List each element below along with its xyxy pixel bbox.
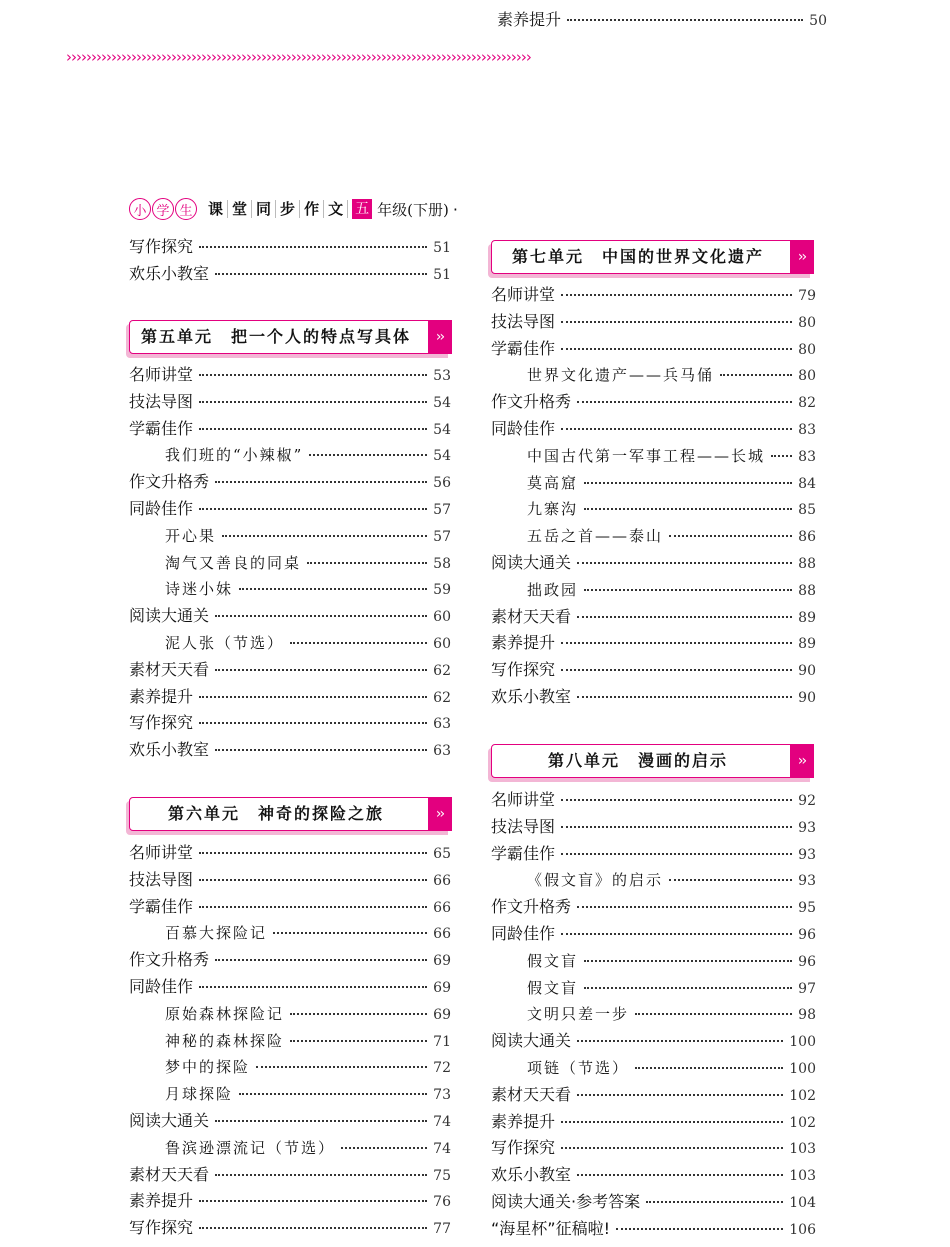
dot-leader <box>584 482 792 484</box>
toc-subentry <box>165 921 451 945</box>
entry-title: “海星杯”征稿啦! <box>491 1218 610 1238</box>
dot-leader <box>290 1040 427 1042</box>
dot-leader <box>561 294 792 296</box>
toc-entry <box>491 631 816 655</box>
double-chevron-icon: ›› <box>790 240 814 274</box>
dot-leader <box>577 906 792 908</box>
page-number: 60 <box>433 636 451 652</box>
toc-subentry <box>165 1029 451 1053</box>
toc-entry <box>129 1216 451 1240</box>
page-number: 69 <box>433 1006 451 1023</box>
toc-entry <box>129 711 451 735</box>
unit-title: 第五单元 把一个人的特点写具体 <box>140 327 411 346</box>
toc-subentry <box>527 949 816 973</box>
dot-leader <box>199 508 427 510</box>
page-number: 65 <box>433 846 451 862</box>
entry-title: 阅读大通关·参考答案 <box>491 1192 641 1211</box>
dot-leader <box>215 273 427 275</box>
toc-entry <box>129 235 451 259</box>
toc-entry <box>491 788 816 812</box>
page-number: 92 <box>798 793 816 809</box>
entry-title: 同龄佳作 <box>129 499 194 518</box>
page-number: 75 <box>433 1167 451 1184</box>
page-number: 50 <box>809 13 827 29</box>
toc-entry <box>129 1163 451 1187</box>
entry-title: 技法导图 <box>491 311 556 331</box>
page-number: 74 <box>433 1114 451 1130</box>
toc-entry <box>491 417 816 441</box>
dot-leader <box>215 1174 427 1176</box>
dot-leader <box>577 696 792 698</box>
dot-leader <box>567 19 803 21</box>
dot-leader <box>222 535 427 537</box>
page-number: 71 <box>433 1033 451 1050</box>
entry-title: 写作探究 <box>491 660 556 680</box>
dot-leader <box>561 799 792 801</box>
page-number: 93 <box>798 873 816 890</box>
page-number: 97 <box>798 980 816 997</box>
dot-leader <box>199 722 427 724</box>
dot-leader <box>215 481 427 483</box>
entry-title: 中国古代第一军事工程——长城 <box>527 446 766 465</box>
dot-leader <box>290 1013 427 1015</box>
entry-title: 月球探险 <box>165 1085 234 1104</box>
dot-leader <box>577 562 792 564</box>
toc-entry <box>491 1083 816 1107</box>
dot-leader <box>561 321 792 323</box>
dot-leader <box>273 932 427 934</box>
entry-title: 淘气又善良的同桌 <box>165 553 302 572</box>
unit-title: 第七单元 中国的世界文化遗产 <box>511 247 764 266</box>
page-number: 54 <box>433 394 451 411</box>
double-chevron-icon: ›› <box>790 744 814 778</box>
toc-subentry <box>165 443 451 467</box>
page-number: 59 <box>433 582 451 599</box>
brand-char: 文 <box>324 200 348 218</box>
entry-title: 我们班的“小辣椒” <box>165 446 304 465</box>
dot-leader <box>199 374 427 376</box>
dot-leader <box>239 1093 427 1095</box>
page-number: 66 <box>433 926 451 943</box>
entry-title: 开心果 <box>165 526 217 545</box>
page-number: 86 <box>798 529 816 546</box>
entry-title: 欢乐小教室 <box>129 263 210 283</box>
dot-leader <box>199 696 427 698</box>
page-number: 90 <box>798 690 816 706</box>
entry-title: 素养提升 <box>491 633 556 653</box>
page-number: 76 <box>433 1194 451 1211</box>
dot-leader <box>215 615 427 617</box>
book-series-header <box>129 196 458 222</box>
page-number: 51 <box>433 240 451 256</box>
unit-title: 第六单元 神奇的探险之旅 <box>167 804 384 823</box>
entry-title: 素材天天看 <box>491 606 572 626</box>
dot-leader <box>669 535 792 537</box>
entry-title: 同龄佳作 <box>491 419 556 438</box>
toc-entry <box>491 658 816 682</box>
dot-leader <box>309 454 427 456</box>
page-number: 89 <box>798 609 816 626</box>
toc-subentry <box>165 631 451 655</box>
toc-subentry <box>165 524 451 548</box>
entry-title: 阅读大通关 <box>129 606 210 626</box>
decorative-chevron-divider: ››››››››››››››››››››››››››››››››››››››››››››››››››››››››››››››››››››››››››››››››››››››››››››› <box>66 48 531 66</box>
dot-leader <box>577 1094 783 1096</box>
entry-title: 五岳之首——泰山 <box>527 527 664 546</box>
dot-leader <box>561 1147 783 1149</box>
page-number: 74 <box>433 1140 451 1157</box>
entry-title: 欢乐小教室 <box>129 740 210 760</box>
entry-title: 梦中的探险 <box>165 1058 251 1077</box>
toc-entry <box>491 551 816 575</box>
page-number: 100 <box>789 1034 816 1051</box>
brand-char: 同 <box>252 200 276 218</box>
page-number: 89 <box>798 636 816 653</box>
page-number: 51 <box>433 266 451 283</box>
entry-title: 假文盲 <box>527 978 579 997</box>
page-number: 58 <box>433 555 451 572</box>
toc-entry <box>491 605 816 629</box>
toc-subentry <box>527 578 816 602</box>
toc-subentry <box>165 1082 451 1106</box>
entry-title: 欢乐小教室 <box>491 687 572 706</box>
toc-entry <box>491 337 816 361</box>
page-number: 90 <box>798 663 816 680</box>
entry-title: 学霸佳作 <box>129 418 194 438</box>
toc-subentry <box>165 1136 451 1160</box>
dot-leader <box>584 508 792 510</box>
page-number: 79 <box>798 288 816 304</box>
entry-title: 名师讲堂 <box>491 790 556 809</box>
page-number: 96 <box>798 953 816 970</box>
dot-leader <box>215 959 427 961</box>
page-number: 80 <box>798 368 816 385</box>
entry-title: 神秘的森林探险 <box>165 1031 285 1050</box>
page-number: 63 <box>433 716 451 733</box>
page-number: 100 <box>789 1061 816 1077</box>
toc-entry <box>129 363 451 387</box>
toc-entry <box>129 470 451 494</box>
dot-leader <box>584 960 792 962</box>
page-number: 102 <box>789 1114 816 1131</box>
toc-entry <box>491 283 816 307</box>
unit-7-banner <box>491 240 813 274</box>
entry-title: 同龄佳作 <box>491 924 556 943</box>
toc-subentry <box>165 551 451 575</box>
toc-entry <box>497 8 827 32</box>
dot-leader <box>199 906 427 908</box>
dot-leader <box>561 669 792 671</box>
unit-title: 第八单元 漫画的启示 <box>547 751 728 770</box>
toc-entry <box>129 975 451 999</box>
dot-leader <box>561 1121 783 1123</box>
dot-leader <box>199 879 427 881</box>
entry-title: 技法导图 <box>129 869 194 889</box>
page-number: 66 <box>433 899 451 916</box>
entry-title: 素养提升 <box>497 10 562 29</box>
entry-title: 诗迷小妹 <box>165 580 234 599</box>
brand-char: 步 <box>276 200 300 218</box>
page-number: 93 <box>798 846 816 863</box>
toc-entry <box>129 841 451 865</box>
dot-leader <box>771 455 792 457</box>
page-number: 104 <box>789 1195 816 1211</box>
page-number: 73 <box>433 1087 451 1104</box>
toc-entry <box>491 1110 816 1134</box>
dot-leader <box>199 246 427 248</box>
brand-char: 课 <box>204 200 228 218</box>
toc-subentry <box>527 471 816 495</box>
page-number: 69 <box>433 980 451 996</box>
toc-entry <box>491 922 816 946</box>
page-number: 102 <box>789 1087 816 1104</box>
entry-title: 文明只差一步 <box>527 1005 630 1024</box>
toc-entry <box>129 604 451 628</box>
toc-entry <box>491 1190 816 1214</box>
entry-title: 素材天天看 <box>129 1164 210 1184</box>
toc-subentry <box>527 976 816 1000</box>
entry-title: 写作探究 <box>129 237 194 256</box>
page-number: 69 <box>433 953 451 970</box>
entry-title: 莫高窟 <box>527 473 579 492</box>
toc-subentry <box>165 1055 451 1079</box>
entry-title: 拙政园 <box>527 580 579 599</box>
entry-title: 同龄佳作 <box>129 977 194 996</box>
dot-leader <box>577 1174 783 1176</box>
unit-8-banner <box>491 744 813 778</box>
page-number: 62 <box>433 689 451 706</box>
page-number: 84 <box>798 475 816 492</box>
entry-title: 项链（节选） <box>527 1059 630 1077</box>
header-dot: · <box>452 199 458 219</box>
toc-subentry <box>165 1002 451 1026</box>
page-number: 56 <box>433 475 451 492</box>
dot-leader <box>577 616 792 618</box>
dot-leader <box>561 933 792 935</box>
entry-title: 素养提升 <box>129 686 194 706</box>
dot-leader <box>584 987 792 989</box>
entry-title: 作文升格秀 <box>491 392 572 412</box>
unit-6-banner <box>129 797 451 831</box>
page-number: 80 <box>798 341 816 358</box>
toc-subentry <box>527 497 816 521</box>
dot-leader <box>561 642 792 644</box>
page-number: 98 <box>798 1007 816 1024</box>
dot-leader <box>290 642 427 644</box>
entry-title: 欢乐小教室 <box>491 1165 572 1185</box>
toc-entry <box>129 1109 451 1133</box>
entry-title: 素养提升 <box>491 1111 556 1131</box>
dot-leader <box>199 852 427 854</box>
page-number: 54 <box>433 448 451 465</box>
toc-subentry <box>527 1002 816 1026</box>
toc-entry <box>129 948 451 972</box>
page-number: 53 <box>433 368 451 384</box>
brand-circled-char: 小 <box>129 198 151 220</box>
toc-entry <box>129 658 451 682</box>
toc-entry <box>129 895 451 919</box>
entry-title: 写作探究 <box>491 1138 556 1158</box>
entry-title: 作文升格秀 <box>129 950 210 970</box>
dot-leader <box>635 1067 783 1069</box>
toc-entry <box>491 895 816 919</box>
entry-title: 九寨沟 <box>527 500 579 519</box>
dot-leader <box>561 853 792 855</box>
page-number: 57 <box>433 502 451 518</box>
toc-entry <box>491 1029 816 1053</box>
entry-title: 技法导图 <box>129 391 194 411</box>
page-number: 66 <box>433 872 451 889</box>
entry-title: 世界文化遗产——兵马俑 <box>527 366 715 385</box>
dot-leader <box>577 1040 783 1042</box>
page-number: 54 <box>433 421 451 438</box>
page-number: 82 <box>798 395 816 412</box>
dot-leader <box>341 1147 427 1149</box>
entry-title: 写作探究 <box>129 1218 194 1238</box>
entry-title: 技法导图 <box>491 816 556 836</box>
toc-entry <box>129 738 451 762</box>
page-number: 83 <box>798 422 816 438</box>
entry-title: 素材天天看 <box>129 659 210 679</box>
double-chevron-icon: ›› <box>428 797 452 831</box>
dot-leader <box>199 1227 427 1229</box>
entry-title: 作文升格秀 <box>491 897 572 917</box>
toc-entry <box>491 390 816 414</box>
dot-leader <box>215 1120 427 1122</box>
toc-subentry <box>527 363 816 387</box>
entry-title: 鲁滨逊漂流记（节选） <box>165 1138 336 1157</box>
entry-title: 名师讲堂 <box>491 285 556 304</box>
entry-title: 学霸佳作 <box>491 843 556 863</box>
entry-title: 阅读大通关 <box>129 1111 210 1130</box>
toc-entry <box>491 685 816 709</box>
page-number: 62 <box>433 662 451 679</box>
dot-leader <box>215 669 427 671</box>
page-number: 57 <box>433 528 451 545</box>
entry-title: 假文盲 <box>527 951 579 970</box>
dot-leader <box>646 1201 783 1203</box>
toc-entry <box>129 868 451 892</box>
entry-title: 名师讲堂 <box>129 843 194 862</box>
page-number: 88 <box>798 556 816 572</box>
page-number: 85 <box>798 502 816 519</box>
grade-volume-label: 年级(下册) <box>377 200 449 219</box>
dot-leader <box>616 1228 783 1230</box>
entry-title: 学霸佳作 <box>129 896 194 916</box>
page-number: 63 <box>433 743 451 760</box>
toc-entry <box>491 815 816 839</box>
toc-entry <box>129 417 451 441</box>
dot-leader <box>239 588 427 590</box>
page-number: 77 <box>433 1221 451 1238</box>
toc-entry <box>491 1163 816 1187</box>
entry-title: 《假文盲》的启示 <box>527 871 664 890</box>
entry-title: 名师讲堂 <box>129 365 194 384</box>
double-chevron-icon: ›› <box>428 320 452 354</box>
page-number: 103 <box>789 1141 816 1158</box>
toc-entry <box>491 310 816 334</box>
page-number: 72 <box>433 1060 451 1077</box>
dot-leader <box>199 401 427 403</box>
entry-title: 原始森林探险记 <box>165 1004 285 1023</box>
dot-leader <box>561 428 792 430</box>
entry-title: 阅读大通关 <box>491 553 572 572</box>
entry-title: 学霸佳作 <box>491 338 556 358</box>
toc-subentry <box>165 577 451 601</box>
page-number: 83 <box>798 448 816 465</box>
toc-subentry <box>527 524 816 548</box>
brand-circled-char: 生 <box>175 198 197 220</box>
brand-char: 作 <box>300 200 324 218</box>
dot-leader <box>561 826 792 828</box>
dot-leader <box>215 749 427 751</box>
entry-title: 写作探究 <box>129 713 194 733</box>
dot-leader <box>307 562 427 564</box>
dot-leader <box>561 348 792 350</box>
toc-entry <box>129 497 451 521</box>
toc-subentry <box>527 1056 816 1080</box>
dot-leader <box>720 374 792 376</box>
dot-leader <box>584 589 792 591</box>
entry-title: 素材天天看 <box>491 1084 572 1104</box>
grade-badge: 五 <box>352 199 372 219</box>
dot-leader <box>199 986 427 988</box>
page-number: 106 <box>789 1221 816 1238</box>
page-number: 96 <box>798 927 816 943</box>
entry-title: 素养提升 <box>129 1191 194 1211</box>
brand-char: 堂 <box>228 200 252 218</box>
page-number: 103 <box>789 1168 816 1185</box>
dot-leader <box>199 428 427 430</box>
entry-title: 泥人张（节选） <box>165 634 285 652</box>
brand-circled-char: 学 <box>152 198 174 220</box>
dot-leader <box>669 879 792 881</box>
page-number: 80 <box>798 314 816 331</box>
toc-entry <box>491 1217 816 1241</box>
page-number: 95 <box>798 900 816 917</box>
toc-subentry <box>527 444 816 468</box>
toc-entry <box>129 685 451 709</box>
dot-leader <box>577 401 792 403</box>
entry-title: 作文升格秀 <box>129 472 210 492</box>
unit-5-banner <box>129 320 451 354</box>
toc-entry <box>129 1189 451 1213</box>
page-number: 60 <box>433 609 451 626</box>
page-number: 88 <box>798 582 816 599</box>
toc-entry <box>129 262 451 286</box>
toc-entry <box>491 842 816 866</box>
dot-leader <box>635 1013 792 1015</box>
toc-entry <box>491 1136 816 1160</box>
dot-leader <box>199 1200 427 1202</box>
entry-title: 阅读大通关 <box>491 1031 572 1051</box>
toc-subentry <box>527 868 816 892</box>
entry-title: 百慕大探险记 <box>165 924 268 943</box>
dot-leader <box>256 1066 427 1068</box>
toc-entry <box>129 390 451 414</box>
page-number: 93 <box>798 819 816 836</box>
